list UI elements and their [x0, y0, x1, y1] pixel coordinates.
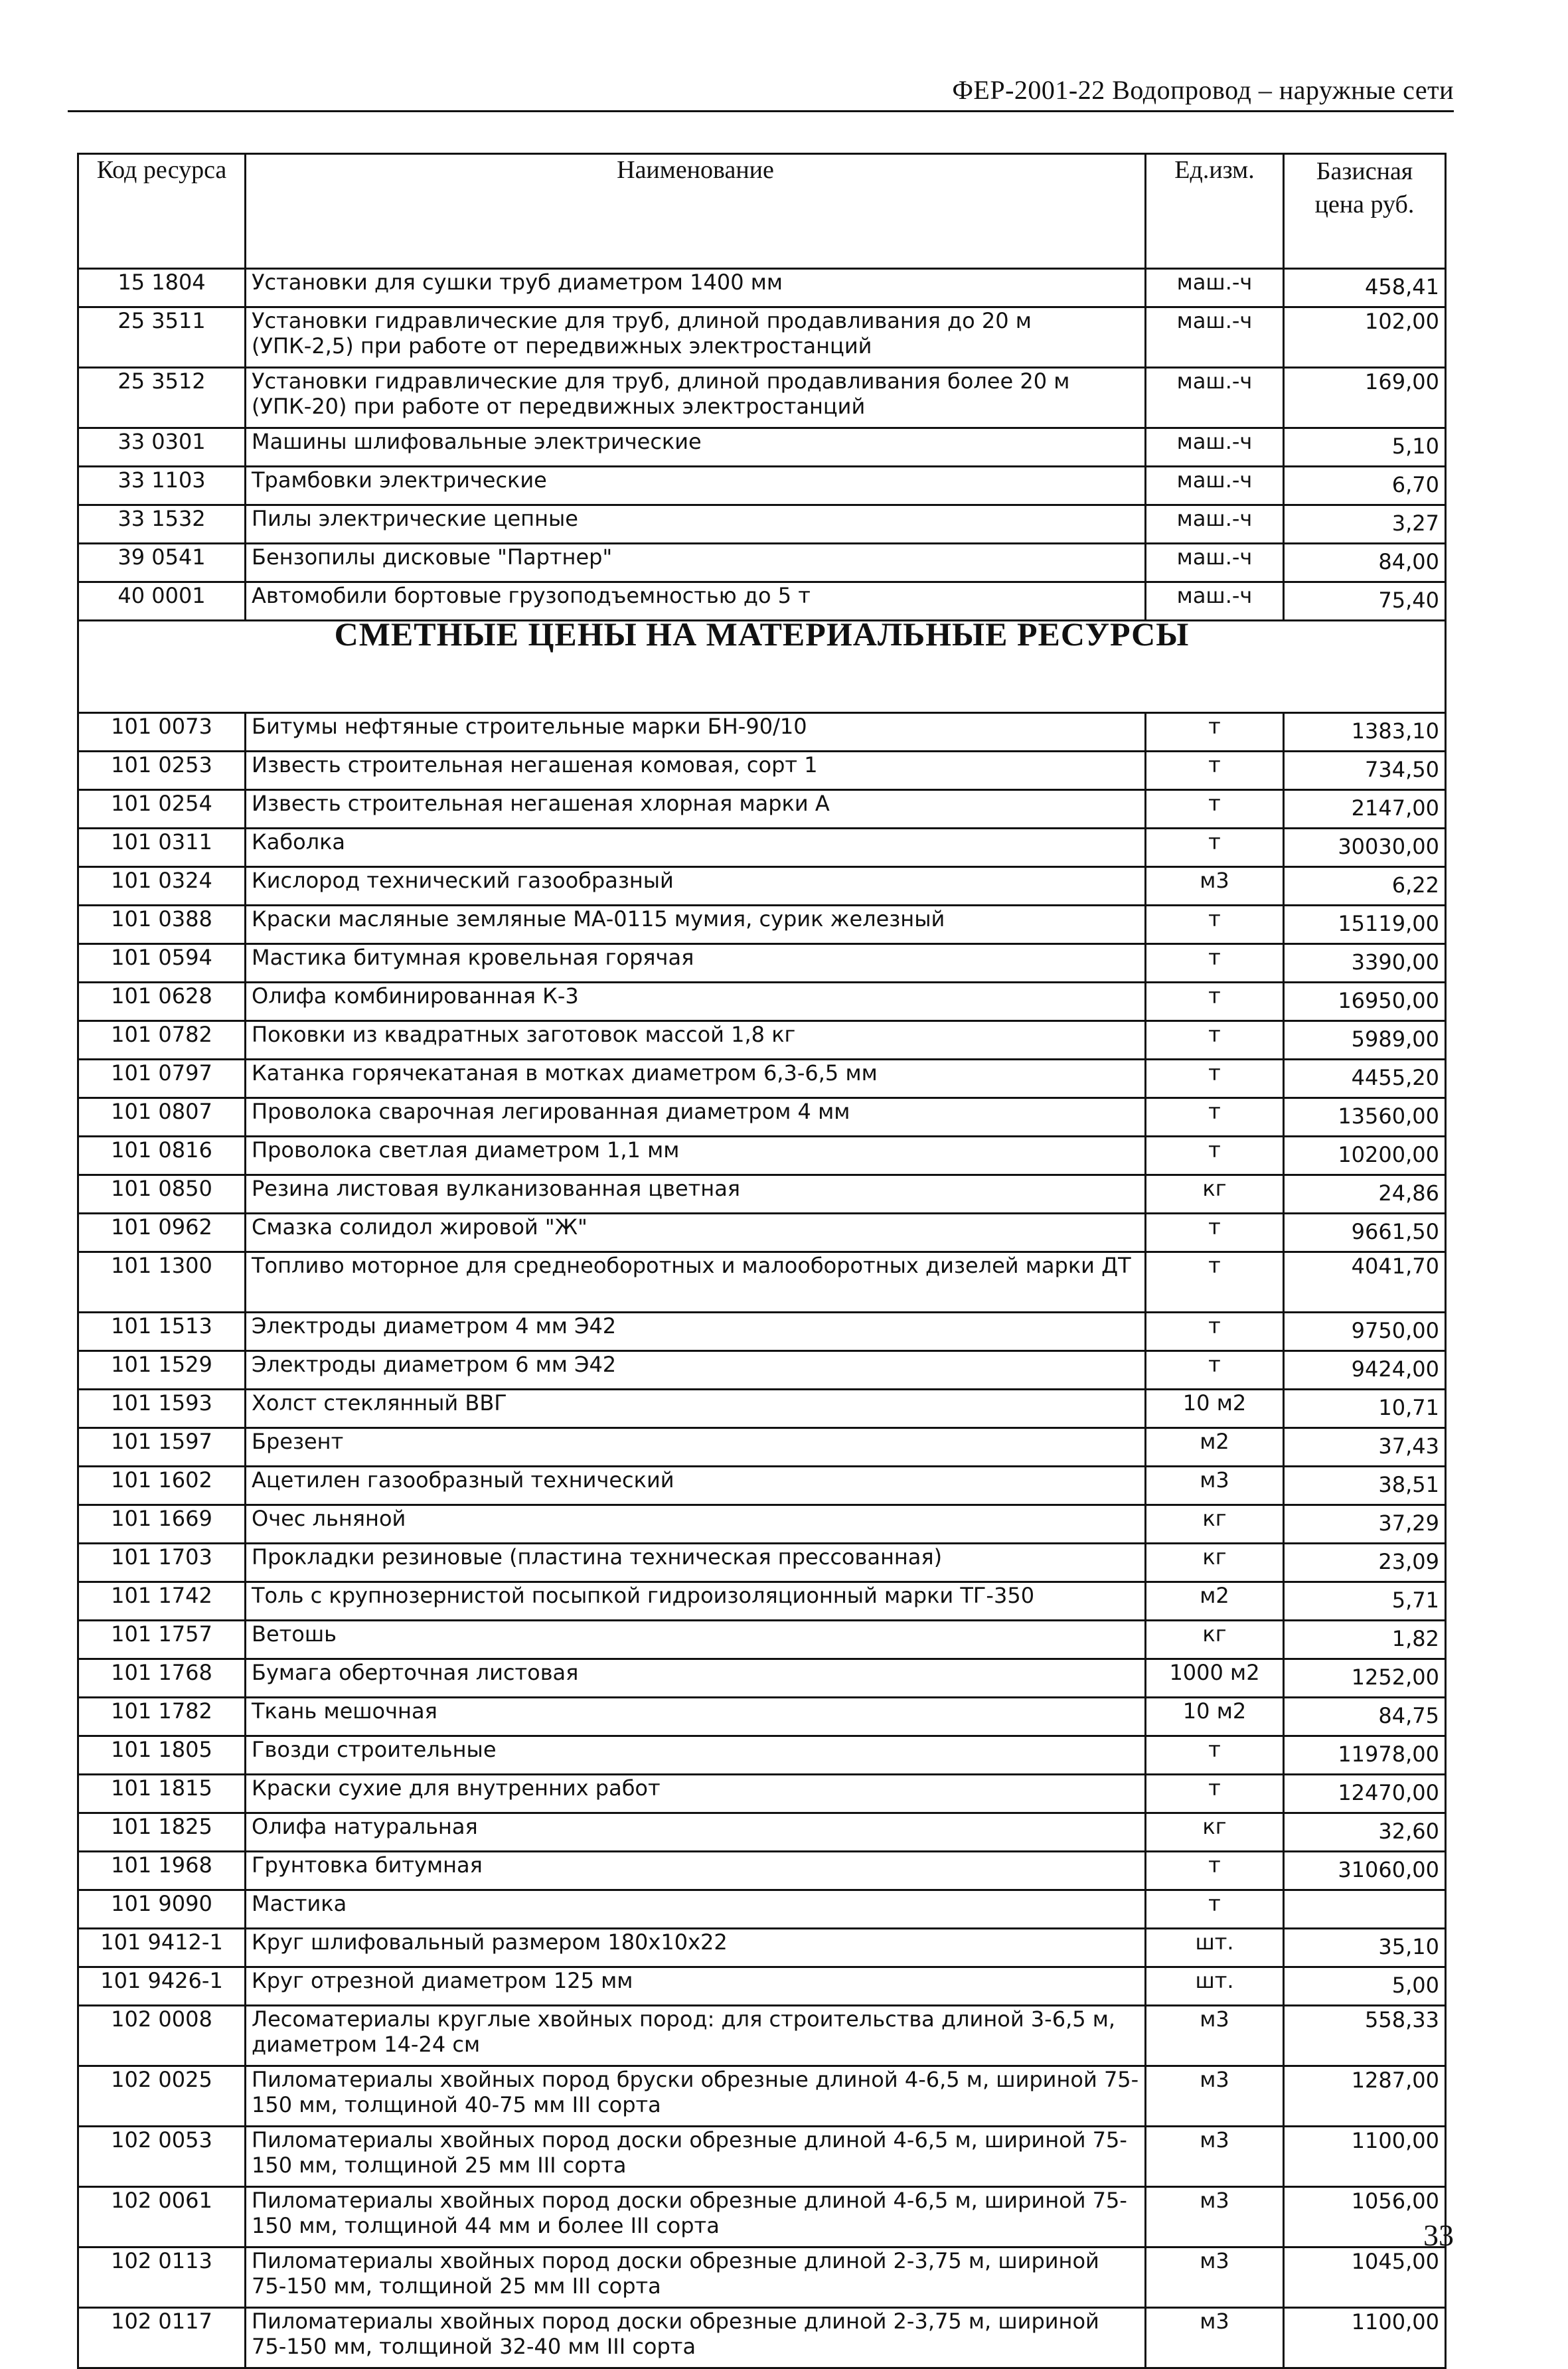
table-row: [78, 1775, 1446, 1813]
table-row: [78, 467, 1446, 505]
resource-name-cell: Известь строительная негашеная комовая, сорт 1: [246, 752, 1146, 790]
table-row: [78, 752, 1446, 790]
table-row: [78, 269, 1446, 307]
unit-cell: т: [1146, 1060, 1284, 1098]
table-row: [78, 1390, 1446, 1428]
price-cell: [1284, 1890, 1446, 1929]
resource-name-cell: Проволока светлая диаметром 1,1 мм: [246, 1137, 1146, 1175]
unit-cell: маш.-ч: [1146, 428, 1284, 467]
resource-code-cell: 25 3511: [78, 307, 246, 368]
resource-code-cell: 101 1593: [78, 1390, 246, 1428]
resource-name-cell: Пилы электрические цепные: [246, 505, 1146, 544]
table-row: [78, 544, 1446, 582]
table-row: [78, 2247, 1446, 2308]
price-cell: 24,86: [1284, 1175, 1446, 1214]
table-row: [78, 1428, 1446, 1467]
table-row: [78, 1967, 1446, 2006]
resource-name-cell: Круг шлифовальный размером 180x10x22: [246, 1929, 1146, 1967]
unit-cell: т: [1146, 1098, 1284, 1137]
resource-code-cell: 102 0061: [78, 2187, 246, 2247]
resource-code-cell: 101 0782: [78, 1021, 246, 1060]
resource-code-cell: 101 9090: [78, 1890, 246, 1929]
column-header-code: Код ресурса: [78, 154, 246, 269]
table-row: [78, 1582, 1446, 1621]
unit-cell: т: [1146, 829, 1284, 867]
resource-code-cell: 101 1597: [78, 1428, 246, 1467]
unit-cell: т: [1146, 752, 1284, 790]
table-row: [78, 713, 1446, 752]
unit-cell: м2: [1146, 1582, 1284, 1621]
table-row: [78, 1137, 1446, 1175]
table-row: [78, 1098, 1446, 1137]
machines-section: [78, 269, 1446, 621]
table-row: [78, 2187, 1446, 2247]
resource-name-cell: Проволока сварочная легированная диаметром 4 мм: [246, 1098, 1146, 1137]
resource-code-cell: 101 1513: [78, 1313, 246, 1351]
price-cell: 558,33: [1284, 2006, 1446, 2066]
table-row: [78, 906, 1446, 944]
running-header: ФЕР-2001-22 Водопровод – наружные сети: [952, 75, 1454, 105]
resource-code-cell: 101 0628: [78, 983, 246, 1021]
unit-cell: маш.-ч: [1146, 307, 1284, 368]
price-cell: 12470,00: [1284, 1775, 1446, 1813]
resource-code-cell: 101 0807: [78, 1098, 246, 1137]
unit-cell: м3: [1146, 2006, 1284, 2066]
table-row: [78, 428, 1446, 467]
resource-code-cell: 101 0594: [78, 944, 246, 983]
unit-cell: маш.-ч: [1146, 505, 1284, 544]
unit-cell: т: [1146, 1736, 1284, 1775]
table-row: [78, 1890, 1446, 1929]
price-cell: 5,00: [1284, 1967, 1446, 2006]
unit-cell: м3: [1146, 2308, 1284, 2368]
table-row: [78, 1505, 1446, 1544]
unit-cell: маш.-ч: [1146, 269, 1284, 307]
resource-code-cell: 25 3512: [78, 368, 246, 428]
table-row: [78, 1659, 1446, 1698]
price-cell: 5989,00: [1284, 1021, 1446, 1060]
header-rule: [68, 110, 1454, 112]
price-cell: 9750,00: [1284, 1313, 1446, 1351]
resource-code-cell: 102 0008: [78, 2006, 246, 2066]
table-row: [78, 1698, 1446, 1736]
price-cell: 6,22: [1284, 867, 1446, 906]
table-row: [78, 2006, 1446, 2066]
table-row: [78, 944, 1446, 983]
table-row: [78, 1175, 1446, 1214]
resource-code-cell: 102 0113: [78, 2247, 246, 2308]
resource-name-cell: Пиломатериалы хвойных пород доски обрезные длиной 4-6,5 м, шириной 75-150 мм, толщиной 25 мм III сорта: [246, 2127, 1146, 2187]
price-cell: 84,00: [1284, 544, 1446, 582]
price-cell: 1045,00: [1284, 2247, 1446, 2308]
price-cell: 1287,00: [1284, 2066, 1446, 2127]
resource-name-cell: Мастика: [246, 1890, 1146, 1929]
unit-cell: 10 м2: [1146, 1698, 1284, 1736]
unit-cell: м2: [1146, 1428, 1284, 1467]
resource-name-cell: Ветошь: [246, 1621, 1146, 1659]
price-cell: 32,60: [1284, 1813, 1446, 1852]
materials-section-heading: [78, 621, 1446, 713]
unit-cell: м3: [1146, 867, 1284, 906]
unit-cell: м3: [1146, 1467, 1284, 1505]
price-cell: 9661,50: [1284, 1214, 1446, 1252]
table-row: [78, 1021, 1446, 1060]
resource-name-cell: Катанка горячекатаная в мотках диаметром 6,3-6,5 мм: [246, 1060, 1146, 1098]
resource-name-cell: Известь строительная негашеная хлорная марки А: [246, 790, 1146, 829]
resource-code-cell: 33 0301: [78, 428, 246, 467]
unit-cell: т: [1146, 1252, 1284, 1313]
table-row: [78, 2308, 1446, 2368]
price-cell: 37,43: [1284, 1428, 1446, 1467]
resource-name-cell: Пиломатериалы хвойных пород бруски обрезные длиной 4-6,5 м, шириной 75-150 мм, толщиной 40-75 мм III сорта: [246, 2066, 1146, 2127]
table-row: [78, 2127, 1446, 2187]
resource-name-cell: Олифа натуральная: [246, 1813, 1146, 1852]
table-row: [78, 1060, 1446, 1098]
table-row: [78, 1214, 1446, 1252]
price-cell: 13560,00: [1284, 1098, 1446, 1137]
resource-code-cell: 101 1669: [78, 1505, 246, 1544]
resource-name-cell: Краски масляные земляные МА-0115 мумия, сурик железный: [246, 906, 1146, 944]
price-cell: 1,82: [1284, 1621, 1446, 1659]
resource-name-cell: Очес льняной: [246, 1505, 1146, 1544]
price-cell: 6,70: [1284, 467, 1446, 505]
resource-code-cell: 102 0053: [78, 2127, 246, 2187]
resource-code-cell: 101 1602: [78, 1467, 246, 1505]
resource-code-cell: 101 1815: [78, 1775, 246, 1813]
resource-code-cell: 101 0850: [78, 1175, 246, 1214]
price-cell: 23,09: [1284, 1544, 1446, 1582]
resource-code-cell: 101 0388: [78, 906, 246, 944]
resource-code-cell: 101 1529: [78, 1351, 246, 1390]
price-cell: 3390,00: [1284, 944, 1446, 983]
resource-code-cell: 101 0324: [78, 867, 246, 906]
table-row: [78, 1852, 1446, 1890]
resource-code-cell: 39 0541: [78, 544, 246, 582]
resource-code-cell: 33 1532: [78, 505, 246, 544]
table-row: [78, 1544, 1446, 1582]
price-cell: 458,41: [1284, 269, 1446, 307]
materials-section: [78, 713, 1446, 2368]
resource-name-cell: Пиломатериалы хвойных пород доски обрезные длиной 2-3,75 м, шириной 75-150 мм, толщиной 32-40 мм III сорта: [246, 2308, 1146, 2368]
resource-name-cell: Ацетилен газообразный технический: [246, 1467, 1146, 1505]
resource-code-cell: 101 0073: [78, 713, 246, 752]
resource-code-cell: 101 1782: [78, 1698, 246, 1736]
price-cell: 10200,00: [1284, 1137, 1446, 1175]
unit-cell: кг: [1146, 1813, 1284, 1852]
resource-code-cell: 101 9412-1: [78, 1929, 246, 1967]
price-cell: 734,50: [1284, 752, 1446, 790]
table-row: [78, 2066, 1446, 2127]
price-cell: 16950,00: [1284, 983, 1446, 1021]
price-cell: 2147,00: [1284, 790, 1446, 829]
unit-cell: т: [1146, 1137, 1284, 1175]
resource-code-cell: 33 1103: [78, 467, 246, 505]
resource-name-cell: Электроды диаметром 4 мм Э42: [246, 1313, 1146, 1351]
resource-code-cell: 101 1742: [78, 1582, 246, 1621]
unit-cell: т: [1146, 713, 1284, 752]
resource-name-cell: Смазка солидол жировой "Ж": [246, 1214, 1146, 1252]
resource-code-cell: 102 0117: [78, 2308, 246, 2368]
resource-name-cell: Каболка: [246, 829, 1146, 867]
price-cell: 1383,10: [1284, 713, 1446, 752]
column-header-unit: Ед.изм.: [1146, 154, 1284, 269]
price-cell: 3,27: [1284, 505, 1446, 544]
price-cell: 1100,00: [1284, 2308, 1446, 2368]
resource-name-cell: Мастика битумная кровельная горячая: [246, 944, 1146, 983]
unit-cell: шт.: [1146, 1929, 1284, 1967]
table-row: [78, 983, 1446, 1021]
table-row: [78, 1351, 1446, 1390]
resource-name-cell: Установки гидравлические для труб, длиной продавливания до 20 м (УПК-2,5) при работе от передвижных электростанций: [246, 307, 1146, 368]
unit-cell: маш.-ч: [1146, 544, 1284, 582]
resource-name-cell: Холст стеклянный ВВГ: [246, 1390, 1146, 1428]
resource-code-cell: 15 1804: [78, 269, 246, 307]
resource-name-cell: Трамбовки электрические: [246, 467, 1146, 505]
table-row: [78, 582, 1446, 621]
resource-code-cell: 101 1703: [78, 1544, 246, 1582]
price-cell: 38,51: [1284, 1467, 1446, 1505]
unit-cell: т: [1146, 944, 1284, 983]
resource-name-cell: Автомобили бортовые грузоподъемностью до 5 т: [246, 582, 1146, 621]
price-cell: 75,40: [1284, 582, 1446, 621]
unit-cell: т: [1146, 983, 1284, 1021]
resource-name-cell: Лесоматериалы круглые хвойных пород: для строительства длиной 3-6,5 м, диаметром 14-24 см: [246, 2006, 1146, 2066]
unit-cell: м3: [1146, 2187, 1284, 2247]
price-cell: 35,10: [1284, 1929, 1446, 1967]
table-row: [78, 505, 1446, 544]
table-row: [78, 867, 1446, 906]
price-cell: 1056,00: [1284, 2187, 1446, 2247]
table-row: [78, 1813, 1446, 1852]
unit-cell: кг: [1146, 1505, 1284, 1544]
table-header: [78, 154, 1446, 269]
unit-cell: кг: [1146, 1175, 1284, 1214]
unit-cell: маш.-ч: [1146, 467, 1284, 505]
price-cell: 9424,00: [1284, 1351, 1446, 1390]
unit-cell: кг: [1146, 1544, 1284, 1582]
resource-name-cell: Установки гидравлические для труб, длиной продавливания более 20 м (УПК-20) при работе от передвижных электростанций: [246, 368, 1146, 428]
table-row: [78, 1736, 1446, 1775]
resource-code-cell: 101 1757: [78, 1621, 246, 1659]
price-cell: 37,29: [1284, 1505, 1446, 1544]
price-cell: 4041,70: [1284, 1252, 1446, 1313]
price-cell: 102,00: [1284, 307, 1446, 368]
resource-name-cell: Круг отрезной диаметром 125 мм: [246, 1967, 1146, 2006]
resource-code-cell: 101 1300: [78, 1252, 246, 1313]
unit-cell: м3: [1146, 2127, 1284, 2187]
unit-cell: т: [1146, 1021, 1284, 1060]
price-cell: 15119,00: [1284, 906, 1446, 944]
resource-code-cell: 101 0797: [78, 1060, 246, 1098]
table-row: [78, 790, 1446, 829]
resource-code-cell: 101 0311: [78, 829, 246, 867]
unit-cell: кг: [1146, 1621, 1284, 1659]
resource-code-cell: 101 0254: [78, 790, 246, 829]
unit-cell: маш.-ч: [1146, 582, 1284, 621]
unit-cell: м3: [1146, 2247, 1284, 2308]
resource-name-cell: Бумага оберточная листовая: [246, 1659, 1146, 1698]
unit-cell: т: [1146, 1351, 1284, 1390]
resource-name-cell: Машины шлифовальные электрические: [246, 428, 1146, 467]
resource-name-cell: Ткань мешочная: [246, 1698, 1146, 1736]
resource-name-cell: Битумы нефтяные строительные марки БН-90/10: [246, 713, 1146, 752]
resource-name-cell: Электроды диаметром 6 мм Э42: [246, 1351, 1146, 1390]
unit-cell: т: [1146, 1890, 1284, 1929]
table-row: [78, 1252, 1446, 1313]
unit-cell: т: [1146, 1313, 1284, 1351]
unit-cell: 10 м2: [1146, 1390, 1284, 1428]
table-row: [78, 307, 1446, 368]
price-cell: 84,75: [1284, 1698, 1446, 1736]
resource-name-cell: Поковки из квадратных заготовок массой 1,8 кг: [246, 1021, 1146, 1060]
unit-cell: шт.: [1146, 1967, 1284, 2006]
column-header-price: Базисная цена руб.: [1284, 154, 1446, 269]
unit-cell: т: [1146, 1214, 1284, 1252]
table-row: [78, 1467, 1446, 1505]
resource-code-cell: 101 0962: [78, 1214, 246, 1252]
table-row: [78, 1929, 1446, 1967]
resource-name-cell: Грунтовка битумная: [246, 1852, 1146, 1890]
price-cell: 10,71: [1284, 1390, 1446, 1428]
unit-cell: т: [1146, 790, 1284, 829]
resource-name-cell: Топливо моторное для среднеоборотных и малооборотных дизелей марки ДТ: [246, 1252, 1146, 1313]
resource-code-cell: 101 9426-1: [78, 1967, 246, 2006]
unit-cell: т: [1146, 1852, 1284, 1890]
resource-name-cell: Брезент: [246, 1428, 1146, 1467]
resource-code-cell: 101 0253: [78, 752, 246, 790]
resource-name-cell: Пиломатериалы хвойных пород доски обрезные длиной 2-3,75 м, шириной 75-150 мм, толщиной 25 мм III сорта: [246, 2247, 1146, 2308]
resource-name-cell: Бензопилы дисковые "Партнер": [246, 544, 1146, 582]
resource-name-cell: Прокладки резиновые (пластина техническая прессованная): [246, 1544, 1146, 1582]
resource-name-cell: Кислород технический газообразный: [246, 867, 1146, 906]
resource-name-cell: Олифа комбинированная К-3: [246, 983, 1146, 1021]
unit-cell: т: [1146, 906, 1284, 944]
resource-code-cell: 40 0001: [78, 582, 246, 621]
price-cell: 30030,00: [1284, 829, 1446, 867]
resource-price-table: [77, 153, 1447, 2369]
unit-cell: т: [1146, 1775, 1284, 1813]
price-cell: 11978,00: [1284, 1736, 1446, 1775]
resource-code-cell: 101 1768: [78, 1659, 246, 1698]
unit-cell: маш.-ч: [1146, 368, 1284, 428]
resource-code-cell: 101 1968: [78, 1852, 246, 1890]
price-cell: 4455,20: [1284, 1060, 1446, 1098]
resource-code-cell: 102 0025: [78, 2066, 246, 2127]
price-cell: 1100,00: [1284, 2127, 1446, 2187]
table-row: [78, 368, 1446, 428]
resource-name-cell: Гвозди строительные: [246, 1736, 1146, 1775]
resource-code-cell: 101 1825: [78, 1813, 246, 1852]
table-row: [78, 829, 1446, 867]
resource-name-cell: Резина листовая вулканизованная цветная: [246, 1175, 1146, 1214]
unit-cell: 1000 м2: [1146, 1659, 1284, 1698]
table-row: [78, 1621, 1446, 1659]
price-cell: 169,00: [1284, 368, 1446, 428]
resource-name-cell: Краски сухие для внутренних работ: [246, 1775, 1146, 1813]
column-header-name: Наименование: [246, 154, 1146, 269]
price-cell: 31060,00: [1284, 1852, 1446, 1890]
resource-code-cell: 101 1805: [78, 1736, 246, 1775]
page-number: 33: [1423, 2218, 1454, 2252]
section-title: СМЕТНЫЕ ЦЕНЫ НА МАТЕРИАЛЬНЫЕ РЕСУРСЫ: [78, 621, 1446, 713]
resource-name-cell: Установки для сушки труб диаметром 1400 мм: [246, 269, 1146, 307]
resource-name-cell: Толь с крупнозернистой посыпкой гидроизоляционный марки ТГ-350: [246, 1582, 1146, 1621]
resource-name-cell: Пиломатериалы хвойных пород доски обрезные длиной 4-6,5 м, шириной 75-150 мм, толщиной 44 мм и более III сорта: [246, 2187, 1146, 2247]
resource-code-cell: 101 0816: [78, 1137, 246, 1175]
price-cell: 1252,00: [1284, 1659, 1446, 1698]
unit-cell: м3: [1146, 2066, 1284, 2127]
price-cell: 5,71: [1284, 1582, 1446, 1621]
price-cell: 5,10: [1284, 428, 1446, 467]
table-row: [78, 1313, 1446, 1351]
